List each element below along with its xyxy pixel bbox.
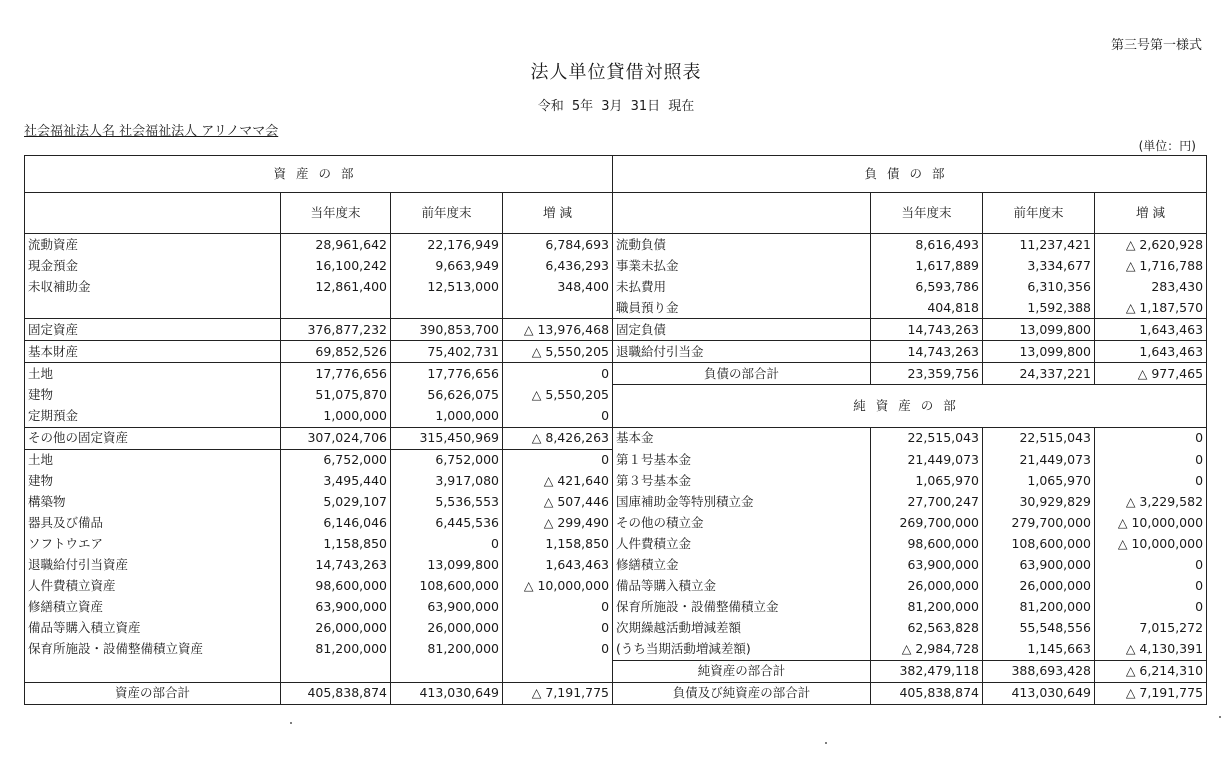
asset-change: 0	[503, 363, 613, 385]
net-asset-previous: 108,600,000	[983, 534, 1095, 555]
asset-previous: 26,000,000	[391, 618, 503, 639]
net-asset-current: 21,449,073	[871, 449, 983, 471]
assets-change-header: 増 減	[503, 193, 613, 234]
net-asset-change: △ 3,229,582	[1095, 492, 1207, 513]
liability-change: △ 977,465	[1095, 363, 1207, 385]
liability-current: 8,616,493	[871, 234, 983, 256]
asset-item	[25, 660, 281, 682]
asset-item: 現金預金	[25, 255, 281, 276]
net-asset-change: 0	[1095, 597, 1207, 618]
liability-item: 未払費用	[613, 276, 871, 297]
asset-change: 1,643,463	[503, 555, 613, 576]
liability-current: 404,818	[871, 297, 983, 319]
asset-previous: 0	[391, 534, 503, 555]
asset-previous	[391, 297, 503, 319]
table-row	[25, 297, 1207, 319]
liabilities-total-label: 負債の部合計	[613, 363, 871, 385]
asset-change: △ 507,446	[503, 492, 613, 513]
net-asset-item: 修繕積立金	[613, 555, 871, 576]
scan-speck	[290, 722, 292, 724]
asset-item: 退職給付引当資産	[25, 555, 281, 576]
net-asset-current: 98,600,000	[871, 534, 983, 555]
asset-current: 3,495,440	[281, 471, 391, 492]
asset-change: 0	[503, 639, 613, 661]
grand-total-label: 負債及び純資産の部合計	[613, 682, 871, 704]
liability-change: 1,643,463	[1095, 341, 1207, 363]
asset-current: 16,100,242	[281, 255, 391, 276]
asset-previous: 6,445,536	[391, 513, 503, 534]
asset-previous: 315,450,969	[391, 427, 503, 449]
net-asset-change: 0	[1095, 555, 1207, 576]
section-header-row	[25, 156, 1207, 193]
asset-item: 構築物	[25, 492, 281, 513]
net-asset-change: 0	[1095, 471, 1207, 492]
table-row	[25, 319, 1207, 341]
asset-item: 人件費積立資産	[25, 576, 281, 597]
asset-change	[503, 297, 613, 319]
asset-current: 17,776,656	[281, 363, 391, 385]
asset-change: △ 13,976,468	[503, 319, 613, 341]
asset-item: 器具及び備品	[25, 513, 281, 534]
asset-previous: 81,200,000	[391, 639, 503, 661]
net-asset-current: 63,900,000	[871, 555, 983, 576]
asset-previous: 6,752,000	[391, 449, 503, 471]
corporation-name: 社会福祉法人名 社会福祉法人 アリノママ会	[24, 124, 279, 139]
table-row	[25, 449, 1207, 471]
asset-change: 348,400	[503, 276, 613, 297]
asset-item: 修繕積立資産	[25, 597, 281, 618]
asset-item: その他の固定資産	[25, 427, 281, 449]
asset-item: 基本財産	[25, 341, 281, 363]
asset-previous: 17,776,656	[391, 363, 503, 385]
net-asset-previous: 22,515,043	[983, 427, 1095, 449]
asset-change: △ 5,550,205	[503, 385, 613, 406]
net-assets-section-header: 純資産の部	[613, 385, 1207, 428]
net-asset-previous: 55,548,556	[983, 618, 1095, 639]
asset-current: 81,200,000	[281, 639, 391, 661]
asset-item: 固定資産	[25, 319, 281, 341]
asset-item: 土地	[25, 449, 281, 471]
net-asset-previous: 81,200,000	[983, 597, 1095, 618]
asset-current: 69,852,526	[281, 341, 391, 363]
net-asset-item: 第３号基本金	[613, 471, 871, 492]
liability-item: 職員預り金	[613, 297, 871, 319]
scan-speck	[1219, 716, 1221, 718]
asset-current: 307,024,706	[281, 427, 391, 449]
assets-section-header: 資産の部	[25, 156, 613, 193]
table-row	[25, 385, 1207, 406]
table-row	[25, 234, 1207, 256]
net-asset-item: 備品等購入積立金	[613, 576, 871, 597]
liability-previous: 24,337,221	[983, 363, 1095, 385]
asset-change: △ 8,426,263	[503, 427, 613, 449]
net-asset-change: 0	[1095, 427, 1207, 449]
liability-current: 6,593,786	[871, 276, 983, 297]
asset-current: 98,600,000	[281, 576, 391, 597]
asset-item: 土地	[25, 363, 281, 385]
asset-change: 1,158,850	[503, 534, 613, 555]
asset-current: 6,752,000	[281, 449, 391, 471]
asset-change: 0	[503, 406, 613, 428]
net-asset-current: 27,700,247	[871, 492, 983, 513]
table-row	[25, 597, 1207, 618]
asset-current: 1,158,850	[281, 534, 391, 555]
liability-previous: 1,592,388	[983, 297, 1095, 319]
liability-previous: 13,099,800	[983, 319, 1095, 341]
net-asset-item: 第１号基本金	[613, 449, 871, 471]
net-asset-current: 26,000,000	[871, 576, 983, 597]
asset-item: 流動資産	[25, 234, 281, 256]
asset-change: 0	[503, 449, 613, 471]
net-asset-previous: 1,065,970	[983, 471, 1095, 492]
grand-total-previous: 413,030,649	[983, 682, 1095, 704]
assets-total-current: 405,838,874	[281, 682, 391, 704]
table-row	[25, 276, 1207, 297]
asset-item	[25, 297, 281, 319]
asset-previous: 75,402,731	[391, 341, 503, 363]
net-asset-item: 保育所施設・設備整備積立金	[613, 597, 871, 618]
liability-previous: 3,334,677	[983, 255, 1095, 276]
table-row	[25, 534, 1207, 555]
net-asset-previous: 30,929,829	[983, 492, 1095, 513]
liability-item: 事業未払金	[613, 255, 871, 276]
net-asset-current: △ 2,984,728	[871, 639, 983, 661]
grand-total-current: 405,838,874	[871, 682, 983, 704]
asset-change: 0	[503, 618, 613, 639]
asset-change	[503, 660, 613, 682]
net-asset-previous: 26,000,000	[983, 576, 1095, 597]
asset-current: 28,961,642	[281, 234, 391, 256]
table-row	[25, 660, 1207, 682]
liabilities-item-header	[613, 193, 871, 234]
asset-previous: 22,176,949	[391, 234, 503, 256]
table-row	[25, 576, 1207, 597]
asset-item: ソフトウエア	[25, 534, 281, 555]
table-row	[25, 555, 1207, 576]
asset-current: 14,743,263	[281, 555, 391, 576]
liability-item: 退職給付引当金	[613, 341, 871, 363]
table-row	[25, 471, 1207, 492]
grand-total-change: △ 7,191,775	[1095, 682, 1207, 704]
table-row	[25, 639, 1207, 661]
liability-previous: 6,310,356	[983, 276, 1095, 297]
asset-previous: 1,000,000	[391, 406, 503, 428]
liability-item: 固定負債	[613, 319, 871, 341]
asset-item: 未収補助金	[25, 276, 281, 297]
net-asset-previous: 63,900,000	[983, 555, 1095, 576]
form-label: 第三号第一様式	[1110, 38, 1202, 53]
asset-change: △ 5,550,205	[503, 341, 613, 363]
net-asset-change: △ 6,214,310	[1095, 660, 1207, 682]
asset-previous: 12,513,000	[391, 276, 503, 297]
asset-previous: 390,853,700	[391, 319, 503, 341]
assets-item-header	[25, 193, 281, 234]
assets-current-header: 当年度末	[281, 193, 391, 234]
net-asset-previous: 279,700,000	[983, 513, 1095, 534]
net-asset-item: その他の積立金	[613, 513, 871, 534]
column-header-row	[25, 193, 1207, 234]
net-asset-previous: 388,693,428	[983, 660, 1095, 682]
net-asset-item: (うち当期活動増減差額)	[613, 639, 871, 661]
totals-row	[25, 682, 1207, 704]
net-asset-item: 人件費積立金	[613, 534, 871, 555]
balance-sheet-table	[24, 155, 1207, 705]
asset-previous: 3,917,080	[391, 471, 503, 492]
asset-current	[281, 297, 391, 319]
asset-item: 保育所施設・設備整備積立資産	[25, 639, 281, 661]
asset-previous: 5,536,553	[391, 492, 503, 513]
net-asset-current: 269,700,000	[871, 513, 983, 534]
net-asset-item: 国庫補助金等特別積立金	[613, 492, 871, 513]
table-row	[25, 492, 1207, 513]
liability-item: 流動負債	[613, 234, 871, 256]
net-asset-current: 22,515,043	[871, 427, 983, 449]
asset-current: 26,000,000	[281, 618, 391, 639]
liability-previous: 11,237,421	[983, 234, 1095, 256]
asset-item: 備品等購入積立資産	[25, 618, 281, 639]
net-asset-item: 基本金	[613, 427, 871, 449]
asset-previous: 108,600,000	[391, 576, 503, 597]
asset-change: △ 10,000,000	[503, 576, 613, 597]
table-row	[25, 618, 1207, 639]
unit-label: (単位：円)	[1138, 139, 1196, 153]
net-asset-previous: 1,145,663	[983, 639, 1095, 661]
asset-previous	[391, 660, 503, 682]
assets-total-label: 資産の部合計	[25, 682, 281, 704]
liability-current: 14,743,263	[871, 319, 983, 341]
asset-current: 12,861,400	[281, 276, 391, 297]
asset-change: 0	[503, 597, 613, 618]
liability-change: △ 2,620,928	[1095, 234, 1207, 256]
liability-current: 1,617,889	[871, 255, 983, 276]
asset-current: 5,029,107	[281, 492, 391, 513]
liability-change: △ 1,716,788	[1095, 255, 1207, 276]
asset-change: 6,784,693	[503, 234, 613, 256]
asset-previous: 63,900,000	[391, 597, 503, 618]
liabilities-change-header: 増 減	[1095, 193, 1207, 234]
table-row	[25, 255, 1207, 276]
net-asset-change: △ 10,000,000	[1095, 534, 1207, 555]
net-asset-change: △ 4,130,391	[1095, 639, 1207, 661]
asset-current: 1,000,000	[281, 406, 391, 428]
net-assets-total-label: 純資産の部合計	[613, 660, 871, 682]
asset-previous: 9,663,949	[391, 255, 503, 276]
asset-previous: 56,626,075	[391, 385, 503, 406]
net-asset-change: △ 10,000,000	[1095, 513, 1207, 534]
asset-item: 建物	[25, 471, 281, 492]
asset-previous: 13,099,800	[391, 555, 503, 576]
table-row	[25, 513, 1207, 534]
net-asset-change: 7,015,272	[1095, 618, 1207, 639]
liabilities-current-header: 当年度末	[871, 193, 983, 234]
net-asset-current: 81,200,000	[871, 597, 983, 618]
net-asset-change: 0	[1095, 449, 1207, 471]
net-asset-change: 0	[1095, 576, 1207, 597]
net-asset-previous: 21,449,073	[983, 449, 1095, 471]
net-asset-current: 1,065,970	[871, 471, 983, 492]
asset-change: △ 299,490	[503, 513, 613, 534]
liability-current: 14,743,263	[871, 341, 983, 363]
assets-total-change: △ 7,191,775	[503, 682, 613, 704]
liability-previous: 13,099,800	[983, 341, 1095, 363]
asset-item: 建物	[25, 385, 281, 406]
net-asset-item: 次期繰越活動増減差額	[613, 618, 871, 639]
asset-current: 376,877,232	[281, 319, 391, 341]
liability-change: 283,430	[1095, 276, 1207, 297]
assets-previous-header: 前年度末	[391, 193, 503, 234]
asset-current	[281, 660, 391, 682]
liability-change: △ 1,187,570	[1095, 297, 1207, 319]
liabilities-previous-header: 前年度末	[983, 193, 1095, 234]
liability-change: 1,643,463	[1095, 319, 1207, 341]
assets-total-previous: 413,030,649	[391, 682, 503, 704]
document-date: 令和 5年 3月 31日 現在	[537, 99, 695, 114]
net-asset-current: 382,479,118	[871, 660, 983, 682]
net-asset-current: 62,563,828	[871, 618, 983, 639]
table-row	[25, 427, 1207, 449]
table-row	[25, 363, 1207, 385]
liabilities-section-header: 負債の部	[613, 156, 1207, 193]
asset-current: 51,075,870	[281, 385, 391, 406]
asset-item: 定期預金	[25, 406, 281, 428]
document-title: 法人単位貸借対照表	[530, 62, 702, 83]
asset-change: △ 421,640	[503, 471, 613, 492]
asset-current: 63,900,000	[281, 597, 391, 618]
scan-speck	[825, 742, 827, 744]
liability-current: 23,359,756	[871, 363, 983, 385]
asset-change: 6,436,293	[503, 255, 613, 276]
asset-current: 6,146,046	[281, 513, 391, 534]
table-row	[25, 341, 1207, 363]
